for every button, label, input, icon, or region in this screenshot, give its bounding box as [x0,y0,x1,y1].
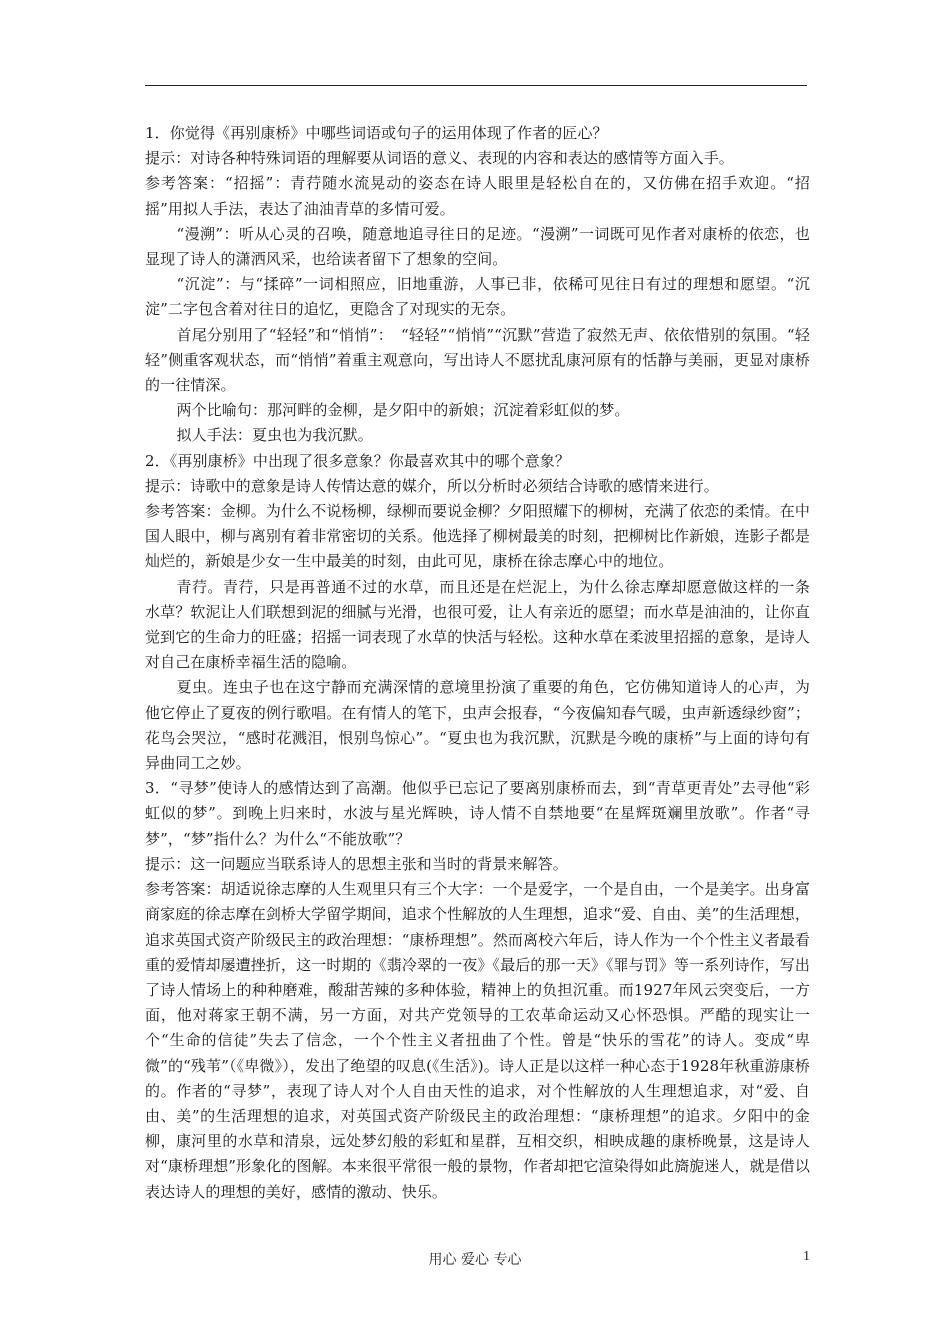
question-2: 2．《再别康桥》中出现了很多意象？你最喜欢其中的哪个意象？ [145,451,570,470]
hint-3: 提示：这一问题应当联系诗人的思想主张和当时的背景来解答。 [145,854,568,873]
answer-1-mansu: “漫溯”：听从心灵的召唤，随意地追寻往日的足迹。“漫溯”一词既可见作者对康桥的依恋，也显现了诗人的潇洒风采，也给读者留下了想象的空间。 [145,224,810,269]
question-3: 3．“寻梦”使诗人的感情达到了高潮。他似乎已忘记了要离别康桥而去，到“青草更青处”去寻他“彩虹似的梦”。到晚上归来时，水波与星光辉映，诗人情不自禁地要“在星辉斑斓里放歌”。作者“寻梦”，“梦”指什么？为什么“不能放歌”？ [145,779,810,848]
document-body [145,121,810,1205]
question-1: 1．你觉得《再别康桥》中哪些词语或句子的运用体现了作者的匠心？ [145,124,608,142]
answer-2-jinliu: 参考答案：金柳。为什么不说杨柳，绿柳而要说金柳？夕阳照耀下的柳树，充满了依恋的柔情。在中国人眼中，柳与离别有着非常密切的关系。他选择了柳树最美的时刻，把柳树比作新娘，连影子都是灿烂的，新娘是少女一生中最美的时刻，由此可见，康桥在徐志摩心中的地位。 [145,502,810,571]
answer-1-qingqing-qiaoqiao: 首尾分别用了“轻轻”和“悄悄”： “轻轻”“悄悄”“沉默”营造了寂然无声、依依惜别的氛围。“轻轻”侧重客观状态，而“悄悄”着重主观意向，写出诗人不愿扰乱康河原有的恬静与美丽，更显对康桥的一往情深。 [145,325,810,395]
answer-1-personification: 拟人手法：夏虫也为我沉默。 [176,426,373,445]
answer-1-metaphors: 两个比喻句：那河畔的金柳，是夕阳中的新娘；沉淀着彩虹似的梦。 [176,401,630,420]
answer-3: 参考答案：胡适说徐志摩的人生观里只有三个大字：一个是爱字，一个是自由，一个是美字。出身富商家庭的徐志摩在剑桥大学留学期间，追求个性解放的人生理想，追求“爱、自由、美”的生活理想，追求英国式资产阶级民主的政治理想：“康桥理想”。然而离校六年后，诗人作为一个个性主义者最看重的爱情却屡遭挫折，这一时期的《翡冷翠的一夜》《最后的那一天》《罪与罚》等一系列诗作，写出了诗人情场上的种种磨难，酸甜苦辣的多种体验，精神上的负担沉重。而1927年风云突变后，一方面，他对蒋家王朝不满，另一方面，对共产党领导的工农革命运动又心怀恐惧。严酷的现实让一个“生命的信徒”失去了信念，一个个性主义者扭曲了个性。曾是“快乐的雪花”的诗人。变成“卑微”的“残苇”（《卑微》），发出了绝望的叹息(《生活》)。诗人正是以这样一种心态于1928年秋重游康桥的。作者的“寻梦”，表现了诗人对个人自由天性的追求，对个性解放的人生理想追求，对“爱、自由、美”的生活理想的追求，对英国式资产阶级民主的政治理想：“康桥理想”的追求。夕阳中的金柳，康河里的水草和清泉，远处梦幻般的彩虹和星群，互相交织，相映成趣的康桥晚景，这是诗人对“康桥理想”形象化的图解。本来很平常很一般的景物，作者却把它渲染得如此旖旎迷人，就是借以表达诗人的理想的美好，感情的激动、快乐。 [145,880,810,1201]
answer-2-xiachong: 夏虫。连虫子也在这宁静而充满深情的意境里扮演了重要的角色，它仿佛知道诗人的心声，为他它停止了夏夜的例行歌唱。在有情人的笔下，虫声会报春，“今夜偏知春气暖，虫声新透绿纱窗”；花鸟会哭泣，“感时花溅泪，恨别鸟惊心”。“夏虫也为我沉默，沉默是今晚的康桥”与上面的诗句有异曲同工之妙。 [145,678,810,773]
answer-1-chendian: “沉淀”：与“揉碎”一词相照应，旧地重游，人事已非，依稀可见往日有过的理想和愿望。“沉淀”二字包含着对往日的追忆，更隐含了对现实的无奈。 [145,275,810,319]
footer-motto: 用心 爱心 专心 [428,1252,522,1268]
hint-2: 提示：诗歌中的意象是诗人传情达意的媒介，所以分析时必须结合诗歌的感情来进行。 [145,476,719,495]
hint-1: 提示：对诗各种特殊词语的理解要从词语的意义、表现的内容和表达的感情等方面入手。 [145,149,734,168]
page-number: 1 [803,1249,810,1264]
answer-1-zhaoyao: 参考答案：“招摇”：青荇随水流晃动的姿态在诗人眼里是轻松自在的，又仿佛在招手欢迎。“招摇”用拟人手法，表达了油油青草的多情可爱。 [145,174,810,218]
answer-2-qingxing: 青荇。青荇，只是再普通不过的水草，而且还是在烂泥上，为什么徐志摩却愿意做这样的一条水草？软泥让人们联想到泥的细腻与光滑，也很可爱，让人有亲近的愿望；而水草是油油的，让你直觉到它的生命力的旺盛；招摇一词表现了水草的快活与轻松。这种水草在柔波里招摇的意象，是诗人对自己在康桥幸福生活的隐喻。 [145,577,810,672]
header-rule [145,85,807,86]
